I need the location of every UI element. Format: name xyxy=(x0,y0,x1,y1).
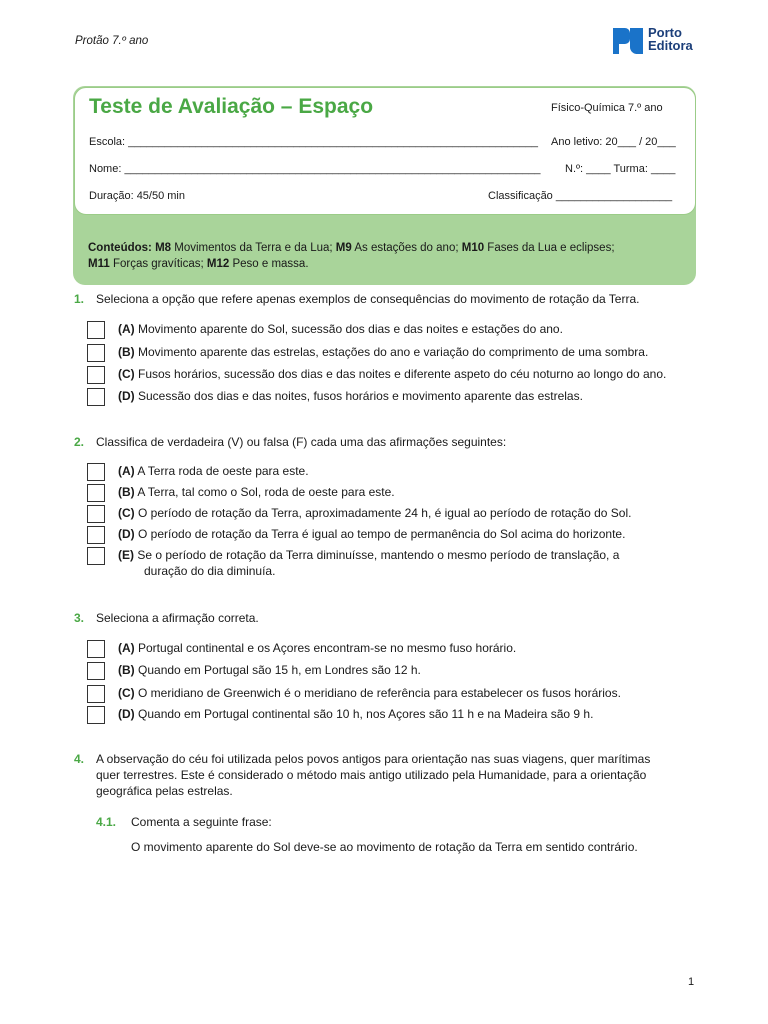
answer-option: (B) A Terra, tal como o Sol, roda de oeste para este. xyxy=(118,485,395,499)
answer-option: (C) Fusos horários, sucessão dos dias e das noites e diferente aspeto do céu noturno ao longo do ano. xyxy=(118,367,667,381)
school-year-field[interactable]: Ano letivo: 20___ / 20___ xyxy=(551,136,676,148)
answer-option: (A) Portugal continental e os Açores encontram-se no mesmo fuso horário. xyxy=(118,641,517,655)
answer-option: (B) Movimento aparente das estrelas, estações do ano e variação do comprimento de uma sombra. xyxy=(118,345,649,359)
answer-checkbox[interactable] xyxy=(87,685,105,703)
porto-editora-logo xyxy=(611,26,711,56)
contents-part: As estações do ano; xyxy=(351,242,462,254)
number-class-field[interactable]: N.º: ____ Turma: ____ xyxy=(565,163,676,175)
contents-part: Fases da Lua e eclipses; xyxy=(484,242,615,254)
classification-field[interactable]: Classificação ___________________ xyxy=(488,190,673,202)
contents-part: Movimentos da Terra e da Lua; xyxy=(171,242,336,254)
logo-text xyxy=(648,26,693,52)
porto-editora-logo-icon xyxy=(611,27,644,55)
answer-checkbox[interactable] xyxy=(87,662,105,680)
school-field[interactable]: Escola: ___________________________________________________________________ xyxy=(89,136,539,148)
contents-part: Peso e massa. xyxy=(229,258,309,270)
answer-checkbox[interactable] xyxy=(87,344,105,362)
answer-option: (A) A Terra roda de oeste para este. xyxy=(118,464,309,478)
page-number: 1 xyxy=(688,976,695,988)
answer-checkbox[interactable] xyxy=(87,640,105,658)
contents-part: M11 xyxy=(88,258,110,270)
answer-option: (E) Se o período de rotação da Terra diminuísse, mantendo o mesmo período de translação, a xyxy=(118,548,620,562)
quoted-sentence: O movimento aparente do Sol deve-se ao movimento de rotação da Terra em sentido contrário. xyxy=(131,840,638,854)
answer-checkbox[interactable] xyxy=(87,366,105,384)
answer-checkbox[interactable] xyxy=(87,505,105,523)
test-title: Teste de Avaliação – Espaço xyxy=(89,95,374,118)
answer-checkbox[interactable] xyxy=(87,463,105,481)
question-number: 2. xyxy=(74,435,85,449)
question-number: 1. xyxy=(74,292,85,306)
answer-option: (D) Sucessão dos dias e das noites, fusos horários e movimento aparente das estrelas. xyxy=(118,389,583,403)
contents-part: M9 xyxy=(335,242,352,254)
contents-part: M12 xyxy=(206,258,230,270)
contents-part: Forças gravíticas; xyxy=(109,258,207,270)
answer-checkbox[interactable] xyxy=(87,526,105,544)
question-text: Classifica de verdadeira (V) ou falsa (F) cada uma das afirmações seguintes: xyxy=(96,435,507,449)
subject-label: Físico-Química 7.º ano xyxy=(551,102,663,114)
question-text-line: A observação do céu foi utilizada pelos povos antigos para orientação nas suas viagens, quer marítimas xyxy=(96,752,651,766)
question-text: Seleciona a afirmação correta. xyxy=(96,611,259,625)
answer-option: (A) Movimento aparente do Sol, sucessão dos dias e das noites e estações do ano. xyxy=(118,322,563,336)
contents-summary xyxy=(88,240,688,272)
logo-line-2: Editora xyxy=(648,38,693,53)
question-text: Seleciona a opção que refere apenas exemplos de consequências do movimento de rotação da Terra. xyxy=(96,292,640,306)
answer-option-continuation: duração do dia diminuía. xyxy=(144,564,276,578)
answer-option: (D) Quando em Portugal continental são 10 h, nos Açores são 11 h e na Madeira são 9 h. xyxy=(118,707,594,721)
question-number: 3. xyxy=(74,611,85,625)
sub-question-number: 4.1. xyxy=(96,815,117,829)
name-field[interactable]: Nome: ____________________________________________________________________ xyxy=(89,163,541,175)
question-number: 4. xyxy=(74,752,85,766)
contents-part: Conteúdos: M8 xyxy=(88,242,172,254)
page-header-text: Protão 7.º ano xyxy=(75,35,149,47)
answer-option: (C) O período de rotação da Terra, aproximadamente 24 h, é igual ao período de rotação do Sol. xyxy=(118,506,632,520)
contents-part: M10 xyxy=(461,242,485,254)
answer-checkbox[interactable] xyxy=(87,484,105,502)
answer-option: (C) O meridiano de Greenwich é o meridiano de referência para estabelecer os fusos horários. xyxy=(118,686,621,700)
question-text-line: quer terrestres. Este é considerado o método mais antigo utilizado pela Humanidade, para a orientação xyxy=(96,768,647,782)
question-text-line: geográfica pelas estrelas. xyxy=(96,784,233,798)
answer-option: (D) O período de rotação da Terra é igual ao tempo de permanência do Sol acima do horizonte. xyxy=(118,527,626,541)
answer-checkbox[interactable] xyxy=(87,388,105,406)
answer-checkbox[interactable] xyxy=(87,321,105,339)
sub-question-text: Comenta a seguinte frase: xyxy=(131,815,272,829)
answer-checkbox[interactable] xyxy=(87,547,105,565)
duration-label: Duração: 45/50 min xyxy=(89,190,185,202)
answer-checkbox[interactable] xyxy=(87,706,105,724)
answer-option: (B) Quando em Portugal são 15 h, em Londres são 12 h. xyxy=(118,663,421,677)
logo-line-1: Porto xyxy=(648,25,682,40)
